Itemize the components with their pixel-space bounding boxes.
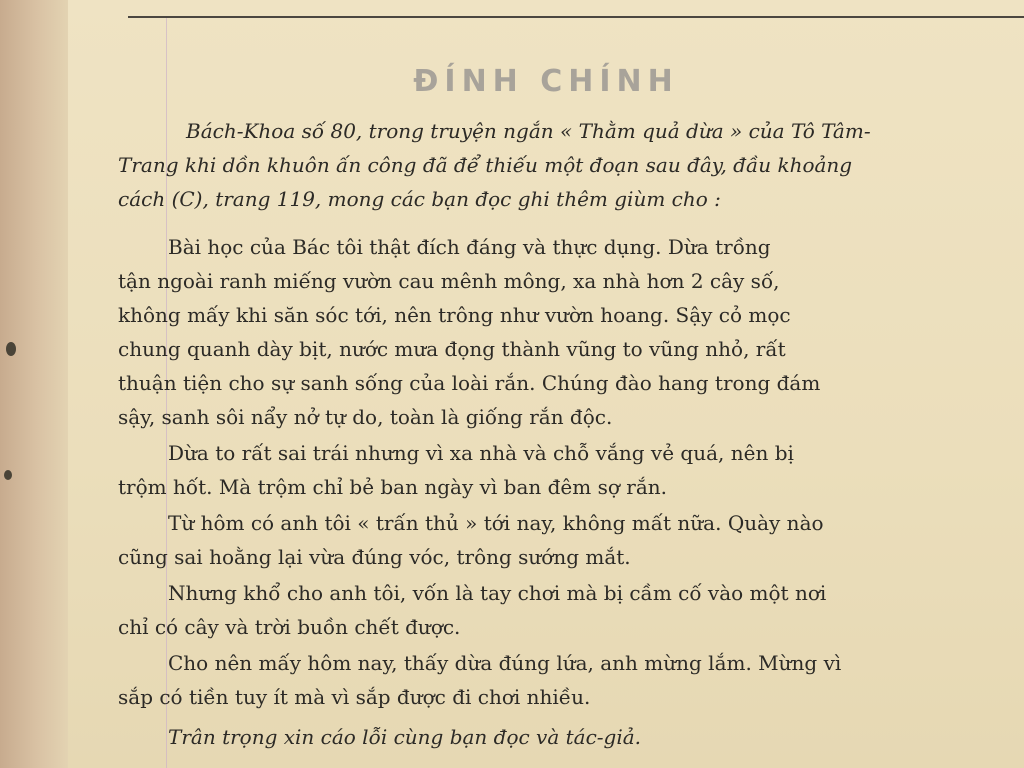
paragraph-line: tận ngoài ranh miếng vườn cau mênh mông, xa nhà hơn 2 cây số, bbox=[118, 269, 780, 293]
paragraph-line: Bài học của Bác tôi thật đích đáng và thực dụng. Dừa trồng bbox=[168, 235, 771, 259]
paragraph-line: chỉ có cây và trời buồn chết được. bbox=[118, 615, 461, 639]
binding-hole bbox=[6, 342, 16, 356]
scan-left-edge bbox=[0, 0, 68, 768]
intro-line: Trang khi dồn khuôn ấn công đã để thiếu một đoạn sau đây, đầu khoảng bbox=[118, 153, 853, 177]
intro-line: cách (C), trang 119, mong các bạn đọc ghi thêm giùm cho : bbox=[118, 187, 721, 211]
paragraph-line: Cho nên mấy hôm nay, thấy dừa đúng lứa, anh mừng lắm. Mừng vì bbox=[168, 651, 842, 675]
paragraph-line: Nhưng khổ cho anh tôi, vốn là tay chơi mà bị cầm cố vào một nơi bbox=[168, 581, 827, 605]
top-rule bbox=[128, 16, 1024, 18]
paragraph-line: thuận tiện cho sự sanh sống của loài rắn. Chúng đào hang trong đám bbox=[118, 371, 821, 395]
paragraph-line: sậy, sanh sôi nẩy nở tự do, toàn là giống rắn độc. bbox=[118, 405, 613, 429]
paragraph-line: chung quanh dày bịt, nước mưa đọng thành vũng to vũng nhỏ, rất bbox=[118, 337, 786, 361]
paragraph-line: Từ hôm có anh tôi « trấn thủ » tới nay, không mất nữa. Quày nào bbox=[168, 511, 824, 535]
paragraph-line: không mấy khi săn sóc tới, nên trông như vườn hoang. Sậy cỏ mọc bbox=[118, 303, 791, 327]
closing-line: Trân trọng xin cáo lỗi cùng bạn đọc và tác-giả. bbox=[168, 725, 642, 749]
binding-hole bbox=[4, 470, 12, 480]
paragraph-line: cũng sai hoằng lại vừa đúng vóc, trông sướng mắt. bbox=[118, 545, 631, 569]
document-page bbox=[68, 0, 1024, 768]
page-title: ĐÍNH CHÍNH bbox=[413, 64, 679, 99]
paragraph-line: trộm hốt. Mà trộm chỉ bẻ ban ngày vì ban đêm sợ rắn. bbox=[118, 475, 667, 499]
intro-line: Bách-Khoa số 80, trong truyện ngắn « Thằm quả dừa » của Tô Tâm- bbox=[186, 119, 871, 143]
paragraph-line: sắp có tiền tuy ít mà vì sắp được đi chơi nhiều. bbox=[118, 685, 591, 709]
paragraph-line: Dừa to rất sai trái nhưng vì xa nhà và chỗ vắng vẻ quá, nên bị bbox=[168, 441, 794, 465]
